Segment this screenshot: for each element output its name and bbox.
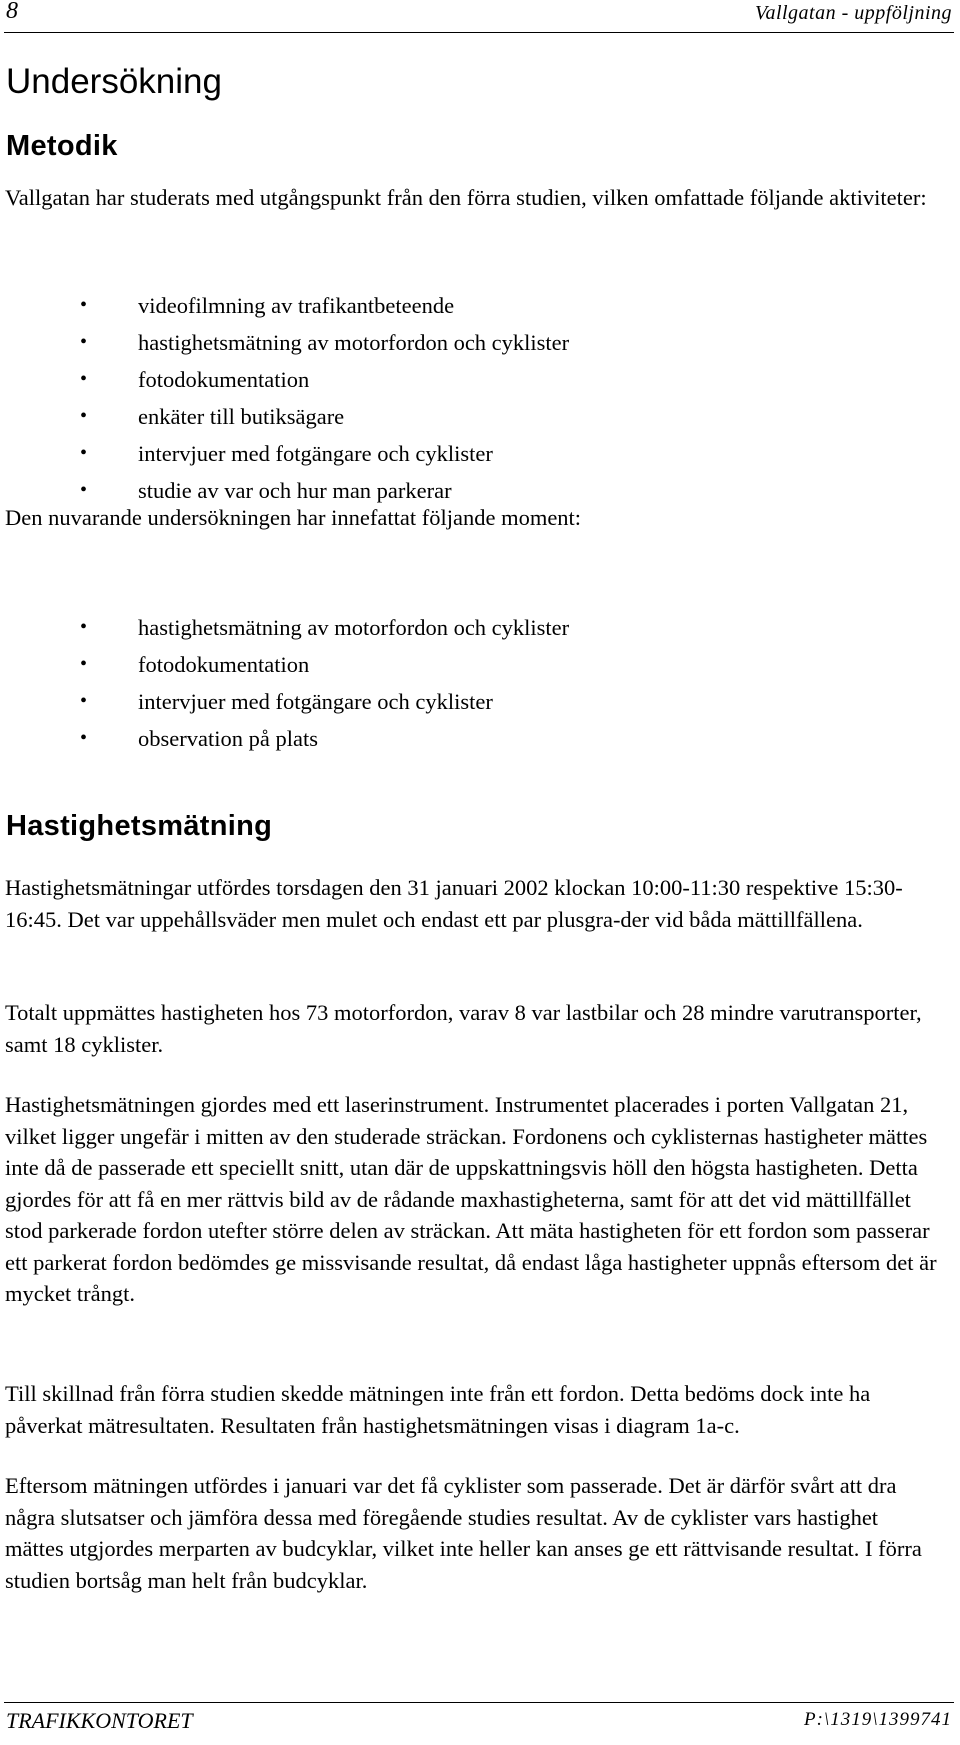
list-item-text: intervjuer med fotgängare och cyklister xyxy=(138,441,493,466)
page-footer xyxy=(4,1702,954,1743)
current-intro: Den nuvarande undersökningen har innefattat följande moment: xyxy=(5,505,582,530)
list-item-text: observation på plats xyxy=(138,726,318,751)
bullet-icon: • xyxy=(80,294,88,316)
bullet-icon: • xyxy=(80,442,88,464)
list-item-text: videofilmning av trafikantbeteende xyxy=(138,293,455,318)
bullet-icon: • xyxy=(80,479,88,501)
metodik-intro: Vallgatan har studerats med utgångspunkt från den förra studien, vilken omfattade följande aktiviteter: xyxy=(5,185,927,210)
paragraph: Hastighetsmätningar utfördes torsdagen den 31 januari 2002 klockan 10:00-11:30 respektive 15:30-16:45. Det var uppehållsväder men mulet och endast ett par plusgra-der vid båda mättillfällena. xyxy=(5,875,903,932)
list-item-text: studie av var och hur man parkerar xyxy=(138,478,452,503)
list-item-text: fotodokumentation xyxy=(138,367,310,392)
page-header xyxy=(4,0,954,33)
bullet-icon: • xyxy=(80,616,88,638)
metodik-heading: Metodik xyxy=(6,130,118,162)
list-item-text: intervjuer med fotgängare och cyklister xyxy=(138,689,493,714)
bullet-icon: • xyxy=(80,727,88,749)
bullet-icon: • xyxy=(80,368,88,390)
list-item-text: enkäter till butiksägare xyxy=(138,404,345,429)
bullet-icon: • xyxy=(80,331,88,353)
footer-organization: TRAFIKKONTORET xyxy=(6,1708,193,1733)
list-item-text: fotodokumentation xyxy=(138,652,310,677)
section-title: Undersökning xyxy=(6,62,222,101)
bullet-icon: • xyxy=(80,653,88,675)
hastighetsmatning-heading: Hastighetsmätning xyxy=(6,810,273,842)
bullet-icon: • xyxy=(80,405,88,427)
paragraph: Totalt uppmättes hastigheten hos 73 motorfordon, varav 8 var lastbilar och 28 mindre varutransporter, samt 18 cyklister. xyxy=(5,1000,922,1057)
paragraph: Till skillnad från förra studien skedde mätningen inte från ett fordon. Detta bedöms dock inte ha påverkat mätresultaten. Resultaten från hastighetsmätningen visas i diagram 1a-c. xyxy=(5,1381,871,1438)
page-number: 8 xyxy=(6,0,18,24)
running-title: Vallgatan - uppföljning xyxy=(754,2,952,24)
bullet-icon: • xyxy=(80,690,88,712)
list-item-text: hastighetsmätning av motorfordon och cyklister xyxy=(138,615,570,640)
paragraph: Eftersom mätningen utfördes i januari var det få cyklister som passerade. Det är därför svårt att dra några slutsatser och jämföra dessa med föregående studies resultat. Av de cyklister vars hastighet mättes utgjordes merparten av budcyklar, vilket inte heller kan anses ge ett rättvisande resultat. I förra studien bortsåg man helt från budcyklar. xyxy=(5,1473,922,1593)
footer-file-path: P:\1319\1399741 xyxy=(804,1709,952,1730)
paragraph: Hastighetsmätningen gjordes med ett laserinstrument. Instrumentet placerades i porten Vallgatan 21, vilket ligger ungefär i mitten av den studerade sträckan. Fordonens och cyklisternas hastigheter mättes inte då de passerade ett speciellt snitt, utan där de uppskattningsvis höll den högsta hastigheten. Detta gjordes för att få en mer rättvis bild av de rådande maxhastigheterna, samt för att det vid mättillfället stod parkerade fordon utefter större delen av sträckan. Att mäta hastigheten för ett fordon som passerar ett parkerat fordon bedömdes ge missvisande resultat, då endast låga hastigheter uppnås eftersom det är mycket trångt. xyxy=(5,1092,937,1306)
list-item-text: hastighetsmätning av motorfordon och cyklister xyxy=(138,330,570,355)
